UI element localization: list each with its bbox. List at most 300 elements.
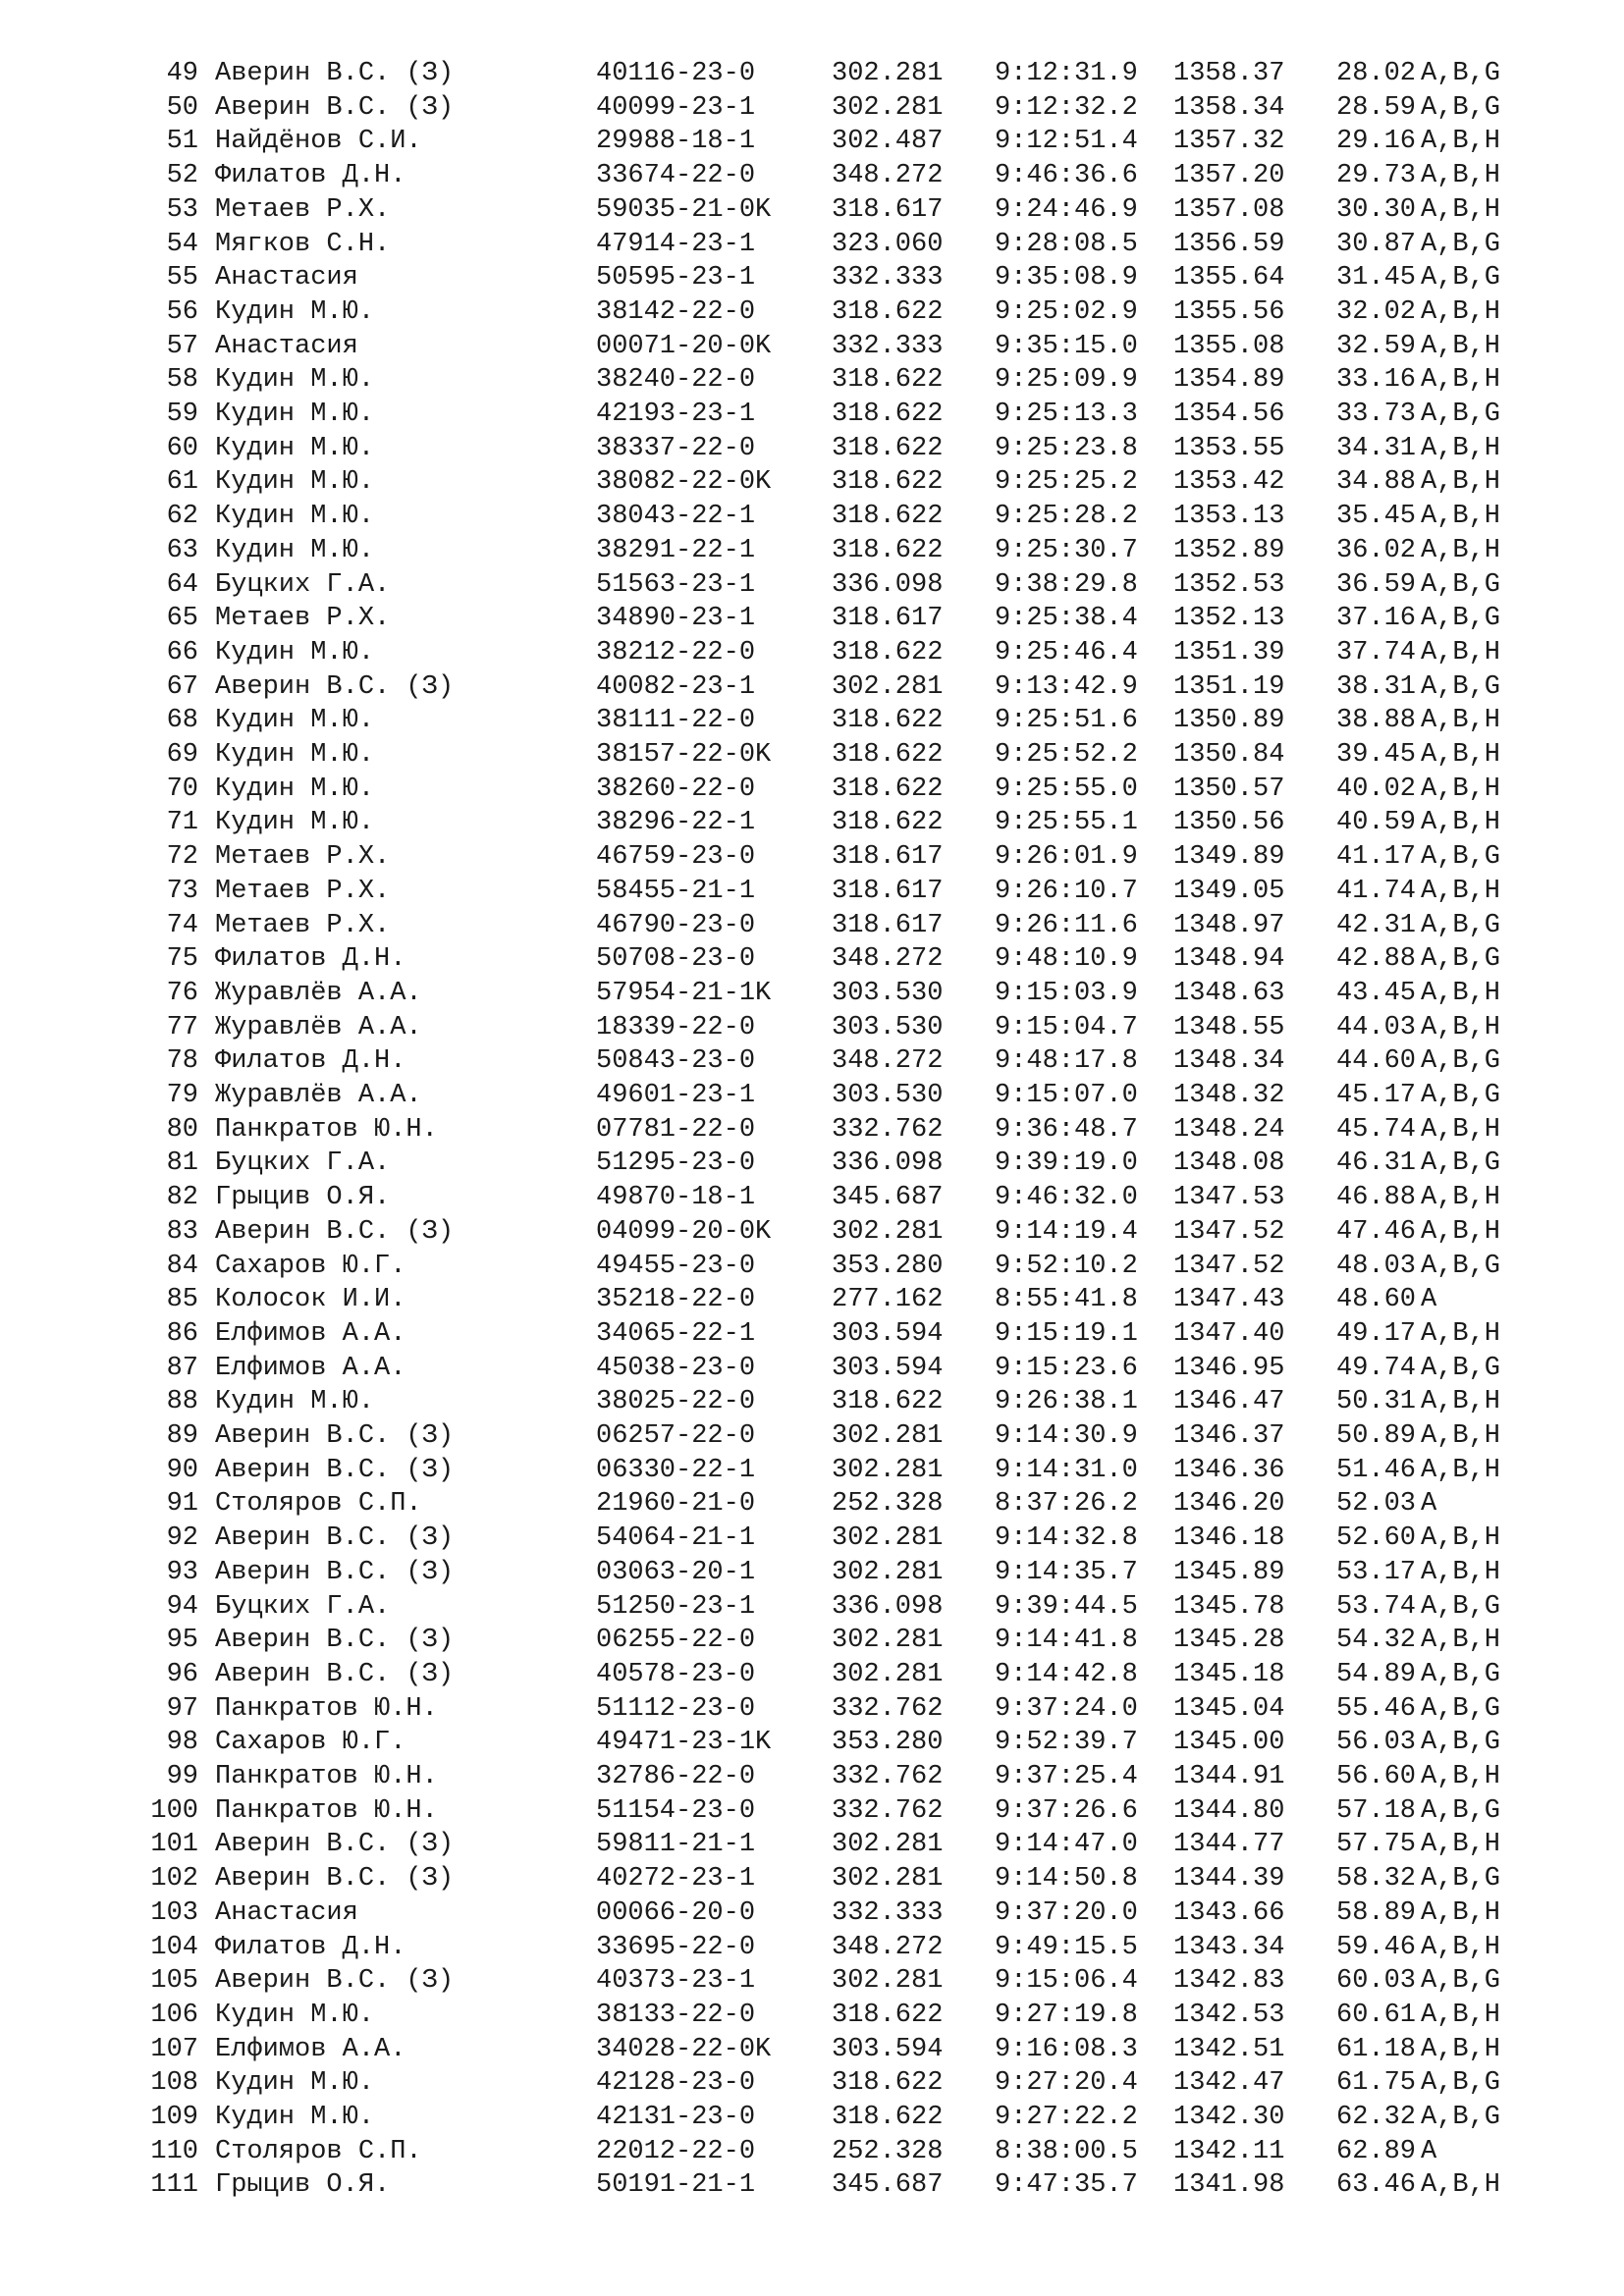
fancier-name: Панкратов Ю.Н. [215, 1114, 438, 1145]
arrival-time: 9:36:48.7 [995, 1114, 1138, 1145]
arrival-time: 9:28:08.5 [995, 229, 1138, 259]
points: 46.31 [1336, 1148, 1417, 1179]
distance: 303.530 [832, 1081, 944, 1110]
table-row [0, 1113, 1624, 1148]
speed: 1348.34 [1173, 1046, 1285, 1077]
distance: 302.281 [832, 1455, 944, 1485]
table-row [0, 1011, 1624, 1045]
categories: A,B,H [1421, 2000, 1501, 2030]
points: 59.46 [1336, 1932, 1417, 1962]
speed: 1342.30 [1173, 2103, 1285, 2132]
points: 43.45 [1336, 978, 1417, 1008]
speed: 1343.66 [1173, 1897, 1285, 1928]
points: 44.60 [1336, 1046, 1417, 1077]
points: 58.32 [1336, 1864, 1417, 1895]
distance: 318.622 [832, 2103, 944, 2132]
table-row [0, 1896, 1624, 1931]
speed: 1344.91 [1173, 1762, 1285, 1791]
table-row [0, 1283, 1624, 1317]
speed: 1358.34 [1173, 92, 1285, 123]
arrival-time: 9:26:11.6 [995, 910, 1138, 940]
place: 62 [166, 502, 198, 532]
place: 73 [166, 876, 198, 906]
ring-number: 06255-22-0 [596, 1626, 756, 1656]
table-row [0, 1044, 1624, 1079]
place: 104 [150, 1932, 198, 1962]
fancier-name: Кудин М.Ю. [215, 637, 375, 667]
speed: 1355.08 [1173, 331, 1285, 361]
points: 55.46 [1336, 1693, 1417, 1724]
speed: 1346.47 [1173, 1387, 1285, 1417]
speed: 1356.59 [1173, 229, 1285, 259]
distance: 345.687 [832, 1183, 944, 1213]
arrival-time: 9:16:08.3 [995, 2034, 1138, 2064]
speed: 1357.08 [1173, 194, 1285, 225]
arrival-time: 9:26:10.7 [995, 876, 1138, 906]
points: 41.17 [1336, 842, 1417, 873]
categories: A,B,G [1421, 1148, 1501, 1179]
place: 67 [166, 671, 198, 702]
ring-number: 40373-23-1 [596, 1966, 756, 1997]
points: 58.89 [1336, 1897, 1417, 1928]
table-row [0, 1215, 1624, 1250]
speed: 1353.13 [1173, 502, 1285, 532]
table-row [0, 909, 1624, 943]
fancier-name: Кудин М.Ю. [215, 706, 375, 736]
points: 53.74 [1336, 1591, 1417, 1622]
arrival-time: 9:15:23.6 [995, 1353, 1138, 1383]
points: 53.17 [1336, 1557, 1417, 1587]
fancier-name: Панкратов Ю.Н. [215, 1795, 438, 1826]
fancier-name: Филатов Д.Н. [215, 1046, 406, 1077]
ring-number: 58455-21-1 [596, 876, 756, 906]
categories: A [1421, 2136, 1437, 2166]
place: 86 [166, 1318, 198, 1349]
categories: A,B,H [1421, 2170, 1501, 2201]
distance: 345.687 [832, 2170, 944, 2201]
distance: 318.622 [832, 365, 944, 396]
arrival-time: 9:15:06.4 [995, 1966, 1138, 1997]
speed: 1346.95 [1173, 1353, 1285, 1383]
arrival-time: 9:25:55.0 [995, 774, 1138, 804]
place: 74 [166, 910, 198, 940]
table-row [0, 704, 1624, 738]
categories: A,B,G [1421, 1659, 1501, 1689]
place: 72 [166, 842, 198, 873]
place: 52 [166, 161, 198, 191]
table-row [0, 159, 1624, 193]
points: 54.32 [1336, 1626, 1417, 1656]
ring-number: 42193-23-1 [596, 400, 756, 429]
categories: A [1421, 1285, 1437, 1315]
speed: 1353.42 [1173, 467, 1285, 498]
arrival-time: 9:38:29.8 [995, 569, 1138, 600]
place: 111 [150, 2170, 198, 2201]
ring-number: 50708-23-0 [596, 944, 756, 975]
table-row [0, 261, 1624, 295]
arrival-time: 9:15:04.7 [995, 1012, 1138, 1042]
place: 81 [166, 1148, 198, 1179]
table-row [0, 1556, 1624, 1590]
fancier-name: Метаев Р.Х. [215, 910, 391, 940]
arrival-time: 9:26:38.1 [995, 1387, 1138, 1417]
points: 45.74 [1336, 1114, 1417, 1145]
table-row [0, 1726, 1624, 1760]
distance: 302.281 [832, 1830, 944, 1860]
arrival-time: 9:48:10.9 [995, 944, 1138, 975]
categories: A,B,G [1421, 1081, 1501, 1110]
place: 82 [166, 1183, 198, 1213]
categories: A,B,H [1421, 1012, 1501, 1042]
table-row [0, 91, 1624, 126]
points: 41.74 [1336, 876, 1417, 906]
speed: 1351.19 [1173, 671, 1285, 702]
fancier-name: Аверин В.С. (З) [215, 1626, 455, 1656]
speed: 1347.40 [1173, 1318, 1285, 1349]
fancier-name: Кудин М.Ю. [215, 400, 375, 429]
arrival-time: 9:14:32.8 [995, 1523, 1138, 1554]
categories: A,B,G [1421, 604, 1501, 634]
arrival-time: 9:14:31.0 [995, 1455, 1138, 1485]
distance: 318.617 [832, 604, 944, 634]
ring-number: 51295-23-0 [596, 1148, 756, 1179]
categories: A,B,H [1421, 740, 1501, 770]
arrival-time: 9:25:38.4 [995, 604, 1138, 634]
table-row [0, 1862, 1624, 1896]
fancier-name: Сахаров Ю.Г. [215, 1251, 406, 1281]
points: 49.17 [1336, 1318, 1417, 1349]
distance: 302.281 [832, 671, 944, 702]
place: 93 [166, 1557, 198, 1587]
distance: 348.272 [832, 1932, 944, 1962]
categories: A,B,G [1421, 2068, 1501, 2099]
distance: 318.622 [832, 400, 944, 429]
distance: 318.617 [832, 842, 944, 873]
speed: 1347.43 [1173, 1285, 1285, 1315]
place: 68 [166, 706, 198, 736]
categories: A,B,H [1421, 876, 1501, 906]
points: 47.46 [1336, 1216, 1417, 1247]
distance: 303.530 [832, 978, 944, 1008]
points: 50.31 [1336, 1387, 1417, 1417]
ring-number: 21960-21-0 [596, 1489, 756, 1520]
distance: 303.594 [832, 1318, 944, 1349]
categories: A,B,G [1421, 1046, 1501, 1077]
table-row [0, 1487, 1624, 1522]
speed: 1345.78 [1173, 1591, 1285, 1622]
place: 65 [166, 604, 198, 634]
categories: A,B,H [1421, 433, 1501, 463]
fancier-name: Буцких Г.А. [215, 1148, 391, 1179]
points: 35.45 [1336, 502, 1417, 532]
speed: 1357.32 [1173, 127, 1285, 157]
distance: 318.622 [832, 774, 944, 804]
table-row [0, 330, 1624, 364]
categories: A,B,H [1421, 808, 1501, 838]
speed: 1347.52 [1173, 1251, 1285, 1281]
categories: A,B,H [1421, 637, 1501, 667]
table-row [0, 840, 1624, 875]
table-row [0, 1692, 1624, 1727]
fancier-name: Аверин В.С. (З) [215, 1966, 455, 1997]
place: 108 [150, 2068, 198, 2099]
place: 57 [166, 331, 198, 361]
categories: A,B,H [1421, 535, 1501, 565]
place: 99 [166, 1762, 198, 1791]
ring-number: 50843-23-0 [596, 1046, 756, 1077]
speed: 1343.34 [1173, 1932, 1285, 1962]
table-row [0, 228, 1624, 262]
arrival-time: 9:14:41.8 [995, 1626, 1138, 1656]
fancier-name: Метаев Р.Х. [215, 194, 391, 225]
points: 56.03 [1336, 1728, 1417, 1758]
place: 50 [166, 92, 198, 123]
arrival-time: 9:27:20.4 [995, 2068, 1138, 2099]
speed: 1345.04 [1173, 1693, 1285, 1724]
table-row [0, 534, 1624, 568]
place: 55 [166, 263, 198, 294]
table-row [0, 1794, 1624, 1829]
place: 88 [166, 1387, 198, 1417]
distance: 353.280 [832, 1728, 944, 1758]
categories: A,B,H [1421, 1421, 1501, 1451]
speed: 1349.89 [1173, 842, 1285, 873]
ring-number: 35218-22-0 [596, 1285, 756, 1315]
fancier-name: Кудин М.Ю. [215, 467, 375, 498]
points: 37.74 [1336, 637, 1417, 667]
place: 106 [150, 2000, 198, 2030]
place: 77 [166, 1012, 198, 1042]
fancier-name: Кудин М.Ю. [215, 2068, 375, 2099]
table-row [0, 738, 1624, 773]
fancier-name: Кудин М.Ю. [215, 535, 375, 565]
fancier-name: Кудин М.Ю. [215, 296, 375, 327]
ring-number: 40272-23-1 [596, 1864, 756, 1895]
arrival-time: 8:55:41.8 [995, 1285, 1138, 1315]
ring-number: 40116-23-0 [596, 59, 756, 88]
arrival-time: 9:25:23.8 [995, 433, 1138, 463]
fancier-name: Филатов Д.Н. [215, 944, 406, 975]
points: 50.89 [1336, 1421, 1417, 1451]
fancier-name: Кудин М.Ю. [215, 740, 375, 770]
fancier-name: Аверин В.С. (З) [215, 92, 455, 123]
speed: 1342.11 [1173, 2136, 1285, 2166]
points: 62.89 [1336, 2136, 1417, 2166]
table-row [0, 1147, 1624, 1181]
place: 92 [166, 1523, 198, 1554]
fancier-name: Панкратов Ю.Н. [215, 1693, 438, 1724]
fancier-name: Кудин М.Ю. [215, 774, 375, 804]
distance: 277.162 [832, 1285, 944, 1315]
arrival-time: 9:46:32.0 [995, 1183, 1138, 1213]
categories: A,B,G [1421, 671, 1501, 702]
points: 61.18 [1336, 2034, 1417, 2064]
distance: 302.281 [832, 1966, 944, 1997]
speed: 1347.52 [1173, 1216, 1285, 1247]
speed: 1348.63 [1173, 978, 1285, 1008]
speed: 1342.51 [1173, 2034, 1285, 2064]
speed: 1354.56 [1173, 400, 1285, 429]
points: 46.88 [1336, 1183, 1417, 1213]
points: 33.73 [1336, 400, 1417, 429]
points: 60.61 [1336, 2000, 1417, 2030]
categories: A,B,H [1421, 331, 1501, 361]
ring-number: 40099-23-1 [596, 92, 756, 123]
points: 48.03 [1336, 1251, 1417, 1281]
points: 60.03 [1336, 1966, 1417, 1997]
categories: A,B,G [1421, 1591, 1501, 1622]
arrival-time: 9:52:39.7 [995, 1728, 1138, 1758]
distance: 302.281 [832, 1659, 944, 1689]
categories: A,B,G [1421, 1864, 1501, 1895]
table-row [0, 773, 1624, 807]
distance: 318.622 [832, 637, 944, 667]
speed: 1355.56 [1173, 296, 1285, 327]
points: 52.60 [1336, 1523, 1417, 1554]
table-row [0, 193, 1624, 228]
table-row [0, 1931, 1624, 1965]
place: 69 [166, 740, 198, 770]
distance: 332.333 [832, 331, 944, 361]
fancier-name: Аверин В.С. (З) [215, 1523, 455, 1554]
ring-number: 51154-23-0 [596, 1795, 756, 1826]
place: 90 [166, 1455, 198, 1485]
place: 96 [166, 1659, 198, 1689]
ring-number: 51250-23-1 [596, 1591, 756, 1622]
categories: A,B,G [1421, 92, 1501, 123]
categories: A,B,H [1421, 2034, 1501, 2064]
distance: 332.762 [832, 1762, 944, 1791]
fancier-name: Аверин В.С. (З) [215, 1216, 455, 1247]
distance: 318.622 [832, 535, 944, 565]
fancier-name: Филатов Д.Н. [215, 161, 406, 191]
ring-number: 18339-22-0 [596, 1012, 756, 1042]
ring-number: 42128-23-0 [596, 2068, 756, 2099]
speed: 1348.55 [1173, 1012, 1285, 1042]
arrival-time: 9:48:17.8 [995, 1046, 1138, 1077]
speed: 1346.37 [1173, 1421, 1285, 1451]
arrival-time: 9:15:03.9 [995, 978, 1138, 1008]
categories: A,B,H [1421, 706, 1501, 736]
categories: A,B,H [1421, 1318, 1501, 1349]
fancier-name: Буцких Г.А. [215, 1591, 391, 1622]
points: 42.31 [1336, 910, 1417, 940]
categories: A,B,H [1421, 502, 1501, 532]
distance: 348.272 [832, 161, 944, 191]
arrival-time: 8:38:00.5 [995, 2136, 1138, 2166]
fancier-name: Буцких Г.А. [215, 569, 391, 600]
table-row [0, 1250, 1624, 1284]
distance: 318.622 [832, 808, 944, 838]
distance: 302.281 [832, 92, 944, 123]
fancier-name: Филатов Д.Н. [215, 1932, 406, 1962]
table-row [0, 942, 1624, 977]
place: 89 [166, 1421, 198, 1451]
distance: 323.060 [832, 229, 944, 259]
distance: 318.622 [832, 2000, 944, 2030]
points: 52.03 [1336, 1489, 1417, 1520]
categories: A,B,G [1421, 229, 1501, 259]
ring-number: 34065-22-1 [596, 1318, 756, 1349]
table-row [0, 2033, 1624, 2067]
distance: 318.622 [832, 433, 944, 463]
speed: 1358.37 [1173, 59, 1285, 88]
table-row [0, 636, 1624, 670]
distance: 348.272 [832, 944, 944, 975]
categories: A,B,G [1421, 1728, 1501, 1758]
place: 94 [166, 1591, 198, 1622]
ring-number: 46790-23-0 [596, 910, 756, 940]
fancier-name: Кудин М.Ю. [215, 808, 375, 838]
arrival-time: 9:12:32.2 [995, 92, 1138, 123]
points: 33.16 [1336, 365, 1417, 396]
categories: A,B,G [1421, 910, 1501, 940]
distance: 336.098 [832, 1148, 944, 1179]
table-row [0, 1181, 1624, 1215]
ring-number: 59811-21-1 [596, 1830, 756, 1860]
speed: 1352.89 [1173, 535, 1285, 565]
points: 36.59 [1336, 569, 1417, 600]
points: 40.59 [1336, 808, 1417, 838]
arrival-time: 8:37:26.2 [995, 1489, 1138, 1520]
points: 30.87 [1336, 229, 1417, 259]
speed: 1346.18 [1173, 1523, 1285, 1554]
fancier-name: Кудин М.Ю. [215, 433, 375, 463]
distance: 318.622 [832, 706, 944, 736]
distance: 332.762 [832, 1795, 944, 1826]
place: 75 [166, 944, 198, 975]
categories: A,B,H [1421, 161, 1501, 191]
table-row [0, 2066, 1624, 2101]
points: 63.46 [1336, 2170, 1417, 2201]
table-row [0, 1760, 1624, 1794]
place: 101 [150, 1830, 198, 1860]
ring-number: 38043-22-1 [596, 502, 756, 532]
speed: 1349.05 [1173, 876, 1285, 906]
table-row [0, 568, 1624, 603]
distance: 302.487 [832, 127, 944, 157]
fancier-name: Столяров С.П. [215, 1489, 422, 1520]
arrival-time: 9:47:35.7 [995, 2170, 1138, 2201]
speed: 1352.13 [1173, 604, 1285, 634]
table-row [0, 57, 1624, 91]
distance: 302.281 [832, 1216, 944, 1247]
arrival-time: 9:14:50.8 [995, 1864, 1138, 1895]
ring-number: 38240-22-0 [596, 365, 756, 396]
fancier-name: Столяров С.П. [215, 2136, 422, 2166]
distance: 252.328 [832, 2136, 944, 2166]
ring-number: 38082-22-0K [596, 467, 772, 498]
points: 56.60 [1336, 1762, 1417, 1791]
place: 107 [150, 2034, 198, 2064]
speed: 1346.20 [1173, 1489, 1285, 1520]
arrival-time: 9:25:51.6 [995, 706, 1138, 736]
categories: A,B,G [1421, 1795, 1501, 1826]
ring-number: 38260-22-0 [596, 774, 756, 804]
table-row [0, 1658, 1624, 1692]
categories: A,B,G [1421, 263, 1501, 294]
place: 110 [150, 2136, 198, 2166]
arrival-time: 9:24:46.9 [995, 194, 1138, 225]
ring-number: 47914-23-1 [596, 229, 756, 259]
table-row [0, 500, 1624, 534]
arrival-time: 9:14:30.9 [995, 1421, 1138, 1451]
ring-number: 49601-23-1 [596, 1081, 756, 1110]
speed: 1342.47 [1173, 2068, 1285, 2099]
categories: A,B,H [1421, 1523, 1501, 1554]
speed: 1345.89 [1173, 1557, 1285, 1587]
speed: 1348.32 [1173, 1081, 1285, 1110]
